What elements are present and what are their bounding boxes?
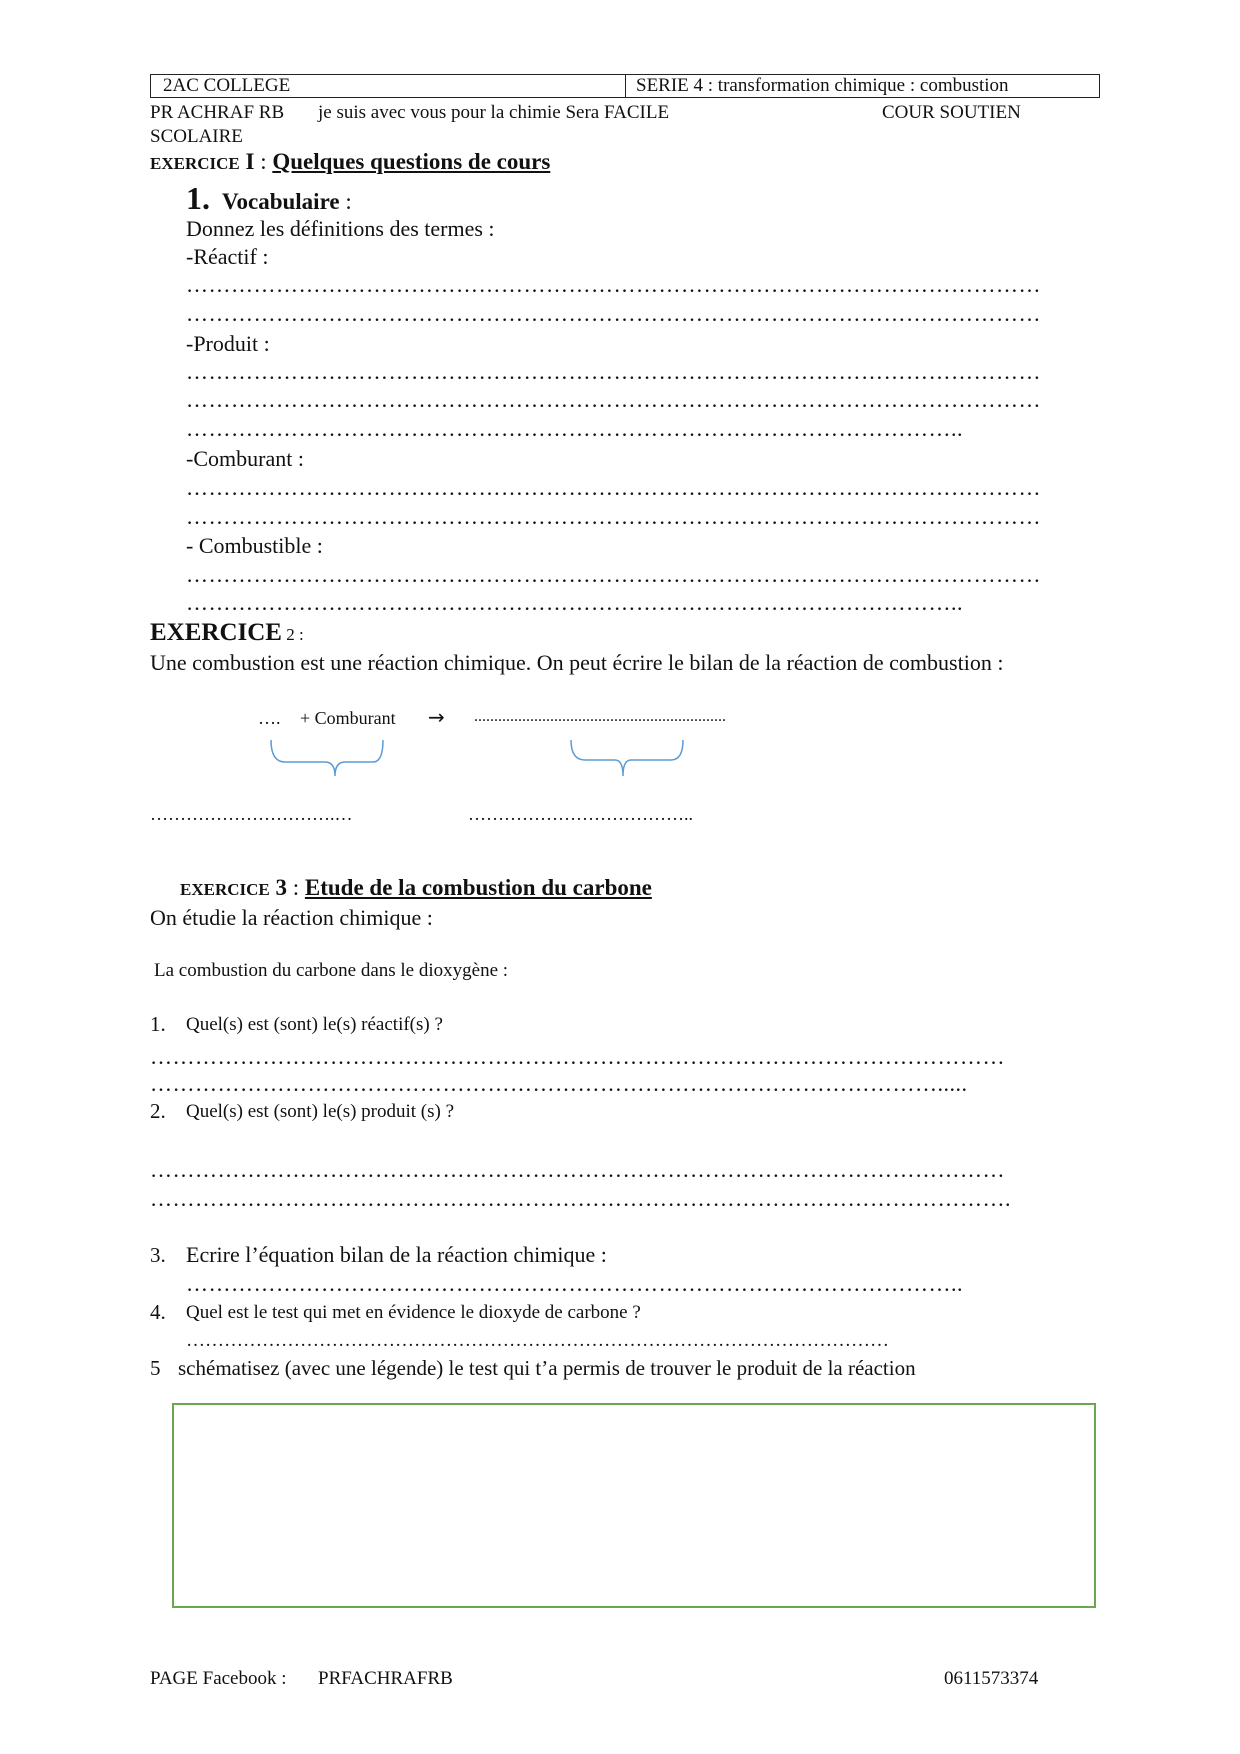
answer-line: …………………………………………………………………………………………………… <box>186 475 1041 500</box>
header-class: 2AC COLLEGE <box>151 75 626 97</box>
q4-num: 4. <box>150 1300 166 1324</box>
header-serie: SERIE 4 : transformation chimique : combustion <box>636 75 1009 96</box>
ex3-num: 3 <box>269 875 287 900</box>
ex3-intro: On étudie la réaction chimique : <box>150 905 433 930</box>
ex3-reaction: La combustion du carbone dans le dioxygène : <box>154 960 509 981</box>
ex1-q1-title: Vocabulaire <box>222 189 340 214</box>
ex2-num: 2 : <box>281 625 304 644</box>
reactif-blank: …. <box>258 708 281 728</box>
drawing-box[interactable] <box>172 1403 1096 1608</box>
ex1-q1-heading <box>186 180 352 217</box>
footer-page-name: PRFACHRAFRB <box>318 1668 453 1689</box>
answer-line: …………………………………………………………………………………………………… <box>186 272 1041 297</box>
q2-text: Quel(s) est (sont) le(s) produit (s) ? <box>186 1101 455 1122</box>
q3-num: 3. <box>150 1243 166 1267</box>
footer-page-label: PAGE Facebook : <box>150 1668 287 1689</box>
ex1-colon: : <box>254 149 273 174</box>
ex1-title: Quelques questions de cours <box>272 149 551 174</box>
footer-phone: 0611573374 <box>944 1668 1039 1689</box>
right-brace-icon <box>571 740 683 776</box>
ex3-label: EXERCICE <box>180 880 270 899</box>
ex2-text: Une combustion est une réaction chimique. On peut écrire le bilan de la réaction de combustion : <box>150 650 1004 675</box>
ex1-q1-num: 1. <box>186 180 210 216</box>
ex1-q1-colon: : <box>339 189 352 214</box>
answer-line: …………………………………………………………………………………………………… <box>186 504 1041 529</box>
slogan: je suis avec vous pour la chimie Sera FACILE <box>318 102 670 123</box>
brace-icons <box>255 738 695 788</box>
answer-line: …………………………………………………………………………………………………… <box>150 1044 1005 1069</box>
produit-blank: ............................................................... <box>474 708 726 725</box>
q5-text: schématisez (avec une légende) le test qui t’a permis de trouver le produit de la réaction <box>178 1356 916 1380</box>
cour-soutien: COUR SOUTIEN <box>882 102 1021 123</box>
answer-line: ………………………………………………………………………………………….. <box>186 1271 963 1296</box>
answer-line: ……………………………………………………………………………………………………. <box>150 1186 1011 1211</box>
ex1-instruction: Donnez les définitions des termes : <box>186 216 495 241</box>
answer-line: …………………………………………………………………………………………………… <box>186 387 1041 412</box>
header-table <box>150 74 1100 98</box>
answer-line: ……………………………………………………………………………………………..... <box>150 1071 968 1096</box>
arrow-icon: → <box>428 705 445 729</box>
comburant-label: + Comburant <box>300 708 396 728</box>
author: PR ACHRAF RB <box>150 102 285 123</box>
answer-line: …………………………………………………………………………………………………… <box>186 301 1041 326</box>
term-produit: -Produit : <box>186 331 270 356</box>
ex3-colon: : <box>287 875 305 900</box>
answer-line: …………………………………………………………………………………………………… <box>186 359 1041 384</box>
term-comburant: -Comburant : <box>186 446 304 471</box>
answer-line: …………………………………………………………………………………………………… <box>186 562 1041 587</box>
answer-line: ………………………………………………………………………………………………… <box>186 1330 889 1351</box>
answer-line: ………………………………………………………………………………………….. <box>186 590 963 615</box>
q2-num: 2. <box>150 1099 166 1123</box>
answer-line: ………………………………………………………………………………………….. <box>186 416 963 441</box>
ex2-heading <box>150 619 304 647</box>
q1-text: Quel(s) est (sont) le(s) réactif(s) ? <box>186 1014 443 1035</box>
ex1-num: I <box>239 149 255 174</box>
q4-text: Quel est le test qui met en évidence le dioxyde de carbone ? <box>186 1302 641 1323</box>
ex2-label: EXERCICE <box>150 619 282 646</box>
ex3-heading <box>180 875 652 901</box>
scolaire: SCOLAIRE <box>150 126 243 147</box>
answer-line: …………………………………………………………………………………………………… <box>150 1157 1005 1182</box>
ex1-heading <box>150 149 550 175</box>
ex3-title: Etude de la combustion du carbone <box>304 875 652 900</box>
q1-num: 1. <box>150 1012 166 1036</box>
q5-num: 5 <box>150 1356 161 1380</box>
produits-answer: ……………………………….. <box>468 804 693 824</box>
left-brace-icon <box>271 740 383 776</box>
term-reactif: -Réactif : <box>186 244 269 269</box>
q3-text: Ecrire l’équation bilan de la réaction chimique : <box>186 1242 607 1267</box>
reactifs-answer: ………………………….… <box>150 804 353 824</box>
ex1-label: EXERCICE <box>150 154 240 173</box>
term-combustible: - Combustible : <box>186 533 323 558</box>
